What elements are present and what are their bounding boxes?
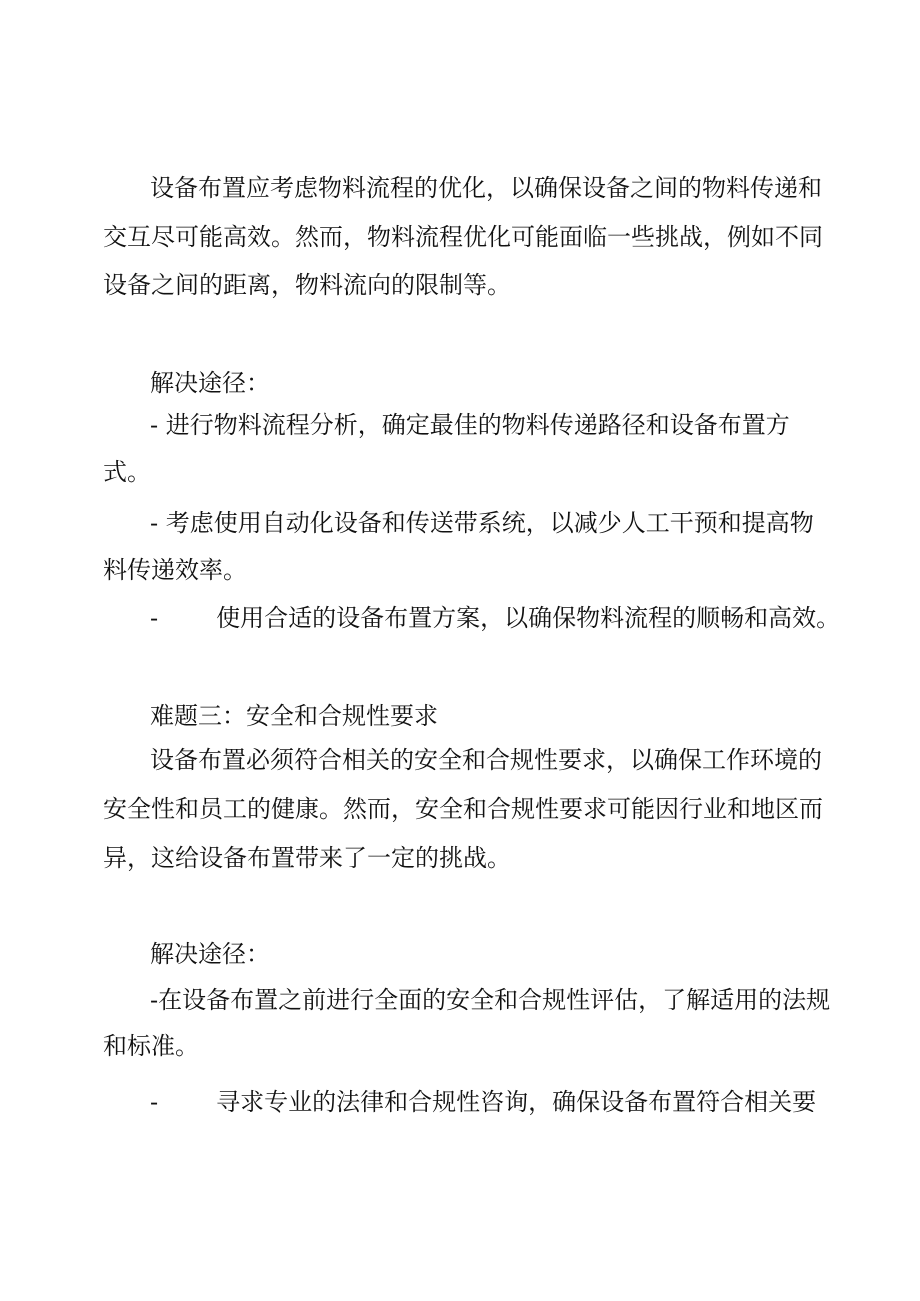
bullet-1-3-dash: - (150, 604, 159, 632)
paragraph-2-line-3: 异，这给设备布置带来了一定的挑战。 (103, 844, 511, 872)
bullet-1-2-line-2: 料传递效率。 (103, 556, 247, 584)
paragraph-1-line-1: 设备布置应考虑物料流程的优化，以确保设备之间的物料传递和 (150, 174, 822, 202)
bullet-2-2 (150, 1087, 816, 1117)
bullet-1-3 (150, 603, 840, 633)
paragraph-2-line-1: 设备布置必须符合相关的安全和合规性要求，以确保工作环境的 (150, 746, 822, 774)
bullet-2-2-text: 寻求专业的法律和合规性咨询，确保设备布置符合相关要 (216, 1088, 817, 1116)
bullet-2-1-line-1: -在设备布置之前进行全面的安全和合规性评估，了解适用的法规 (150, 986, 831, 1014)
bullet-2-2-dash: - (150, 1088, 159, 1116)
solution-heading-2: 解决途径： (150, 940, 270, 968)
paragraph-2-line-2: 安全性和员工的健康。然而，安全和合规性要求可能因行业和地区而 (103, 795, 823, 823)
bullet-1-2-line-1: - 考虑使用自动化设备和传送带系统，以减少人工干预和提高物 (150, 509, 814, 537)
paragraph-1-line-3: 设备之间的距离，物料流向的限制等。 (103, 271, 511, 299)
bullet-1-3-text: 使用合适的设备布置方案，以确保物料流程的顺畅和高效。 (216, 604, 841, 632)
paragraph-1-line-2: 交互尽可能高效。然而，物料流程优化可能面临一些挑战，例如不同 (103, 223, 823, 251)
bullet-1-1-line-1: - 进行物料流程分析，确定最佳的物料传递路径和设备布置方 (150, 411, 790, 439)
bullet-2-1-line-2: 和标准。 (103, 1032, 199, 1060)
bullet-1-1-line-2: 式。 (103, 458, 151, 486)
problem-3-heading: 难题三：安全和合规性要求 (150, 702, 438, 730)
solution-heading-1: 解决途径： (150, 369, 270, 397)
